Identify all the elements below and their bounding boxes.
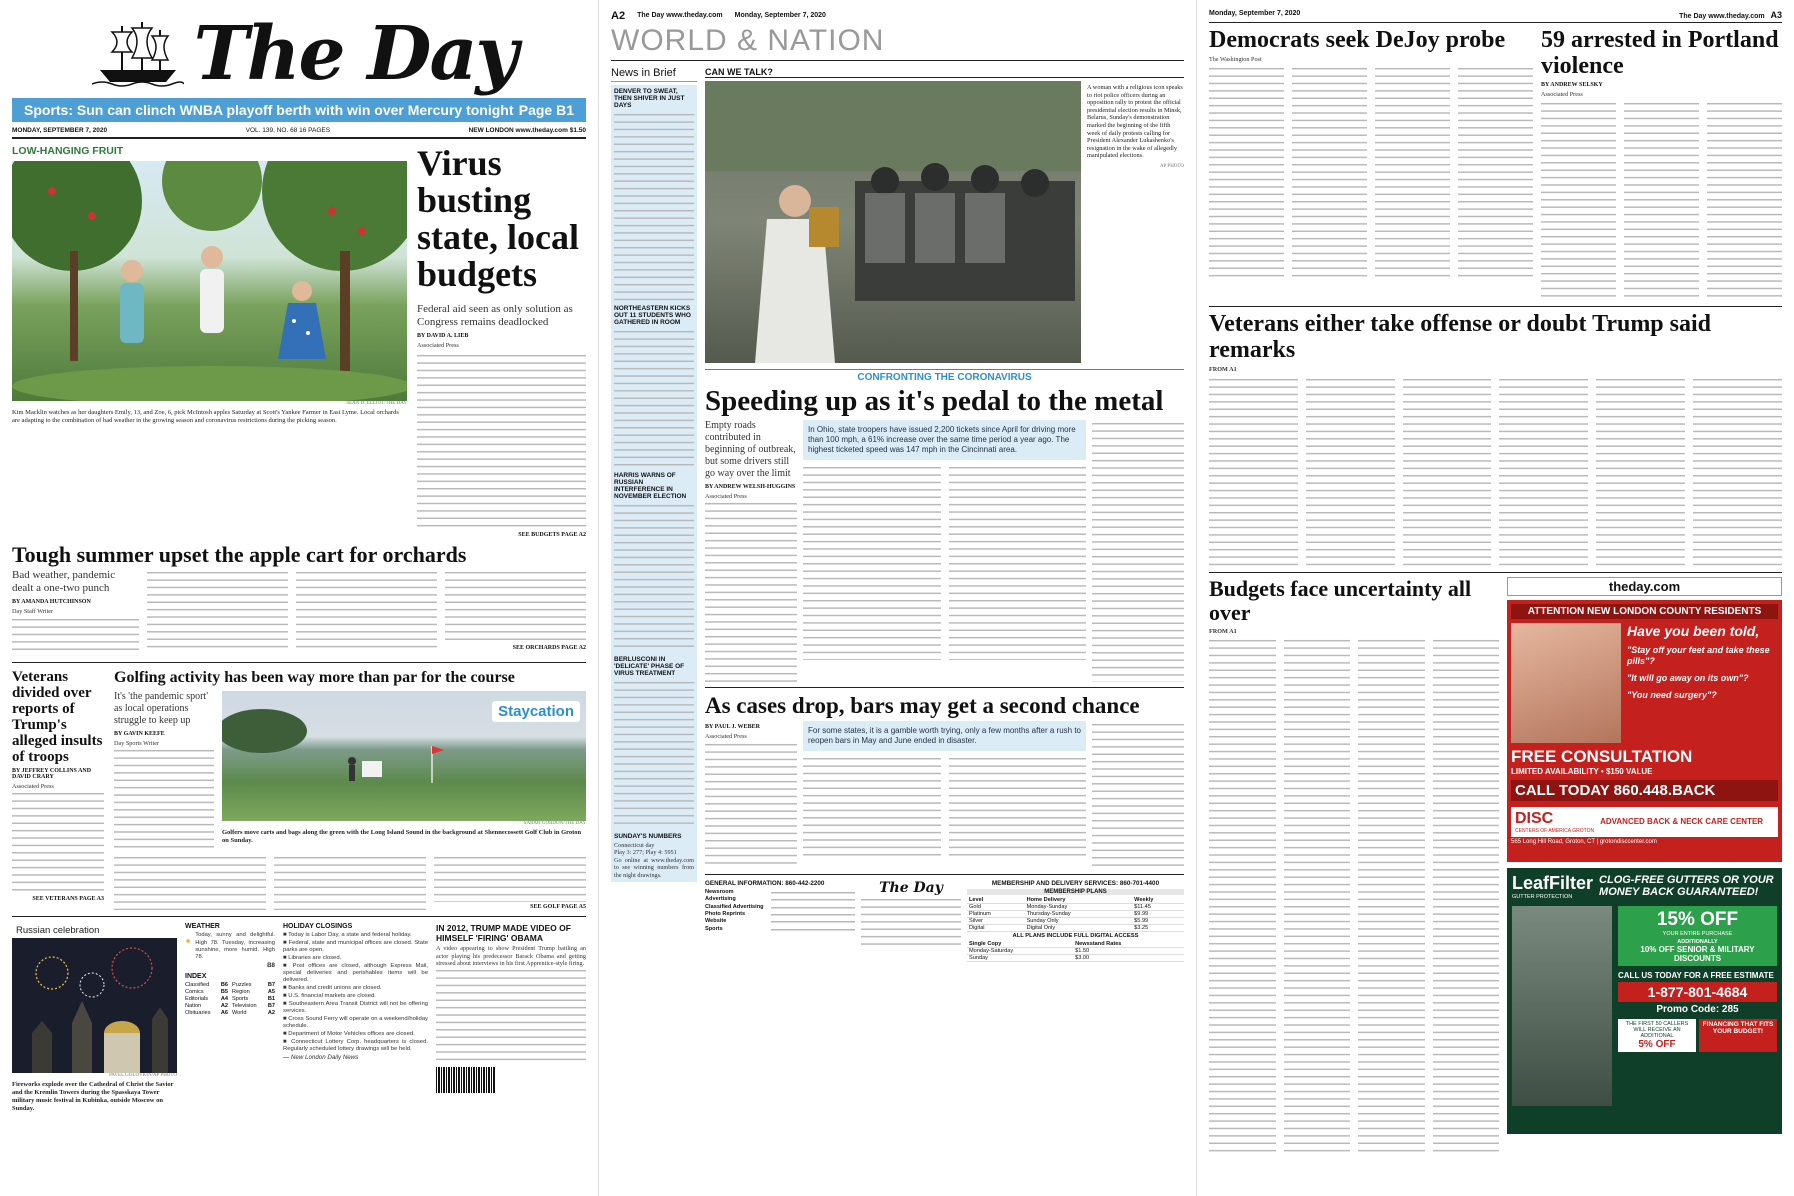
portland-body-col2 xyxy=(1624,100,1699,300)
table-row xyxy=(967,910,1184,917)
brief-harris-body xyxy=(614,502,694,652)
table-cell: Gold xyxy=(967,903,1025,910)
budgets-a3-col3 xyxy=(1358,637,1425,1157)
golf-agency: Day Sports Writer xyxy=(114,739,160,747)
masthead-title: The Day xyxy=(193,11,517,97)
ad2-offer1: 15% OFF xyxy=(1656,908,1739,930)
page2-masthead: The Day www.theday.com xyxy=(637,12,723,19)
brief-numbers-head[interactable]: SUNDAY'S NUMBERS xyxy=(614,833,682,840)
bars-body-col4 xyxy=(1092,721,1184,868)
info-row xyxy=(705,926,855,933)
index-item-name: Comics xyxy=(185,989,204,996)
page2-label: A2 xyxy=(611,10,626,22)
dejoy-body-col4 xyxy=(1458,65,1533,281)
speed-body-col4 xyxy=(1092,420,1184,682)
holiday-item: ■ Libraries are closed. xyxy=(283,955,342,962)
portland-body-col3 xyxy=(1707,100,1782,300)
dejoy-agency: The Washington Post xyxy=(1209,56,1262,63)
brief-denver-head[interactable]: DENVER TO SWEAT, THEN SHIVER IN JUST DAYS xyxy=(614,88,685,109)
page2-header xyxy=(611,10,1184,22)
russian-photo xyxy=(12,923,177,1073)
skybox[interactable] xyxy=(12,98,586,122)
portland-body-col1 xyxy=(1541,100,1616,300)
index-item[interactable] xyxy=(232,996,275,1003)
info-row-label: Newsroom xyxy=(705,888,734,895)
ad2-headline: CLOG-FREE GUTTERS OR YOUR MONEY BACK GUARANTEED! xyxy=(1599,874,1774,899)
table-cell: $3.00 xyxy=(1073,954,1184,961)
ad1-brand: DISC xyxy=(1515,809,1554,827)
holiday-list xyxy=(283,932,428,1053)
mini-masthead: The Day xyxy=(879,879,943,896)
general-info-rows xyxy=(705,889,855,933)
ship-logo-icon xyxy=(92,20,184,88)
weather-text: Today, sunny and delightful. High 78. Tuesday, increasing sunshine, more humid. High 78. xyxy=(195,932,275,961)
budgets-agency: Associated Press xyxy=(417,342,459,349)
leaffilter-ad[interactable] xyxy=(1507,868,1782,1134)
index-item-name: World xyxy=(232,1010,247,1017)
budgets-a3-headline[interactable]: Budgets face uncertainty all over xyxy=(1209,575,1472,625)
index-item-page: B7 xyxy=(267,982,275,989)
info-row-value xyxy=(771,926,855,932)
site-label[interactable]: theday.com xyxy=(1507,577,1782,596)
golf-headline[interactable]: Golfing activity has been way more than par for the course xyxy=(114,668,515,686)
index-item[interactable] xyxy=(185,996,228,1003)
ad2-call-label: CALL US TODAY FOR A FREE ESTIMATE xyxy=(1618,970,1774,980)
budgets-byline: BY DAVID A. LIEB xyxy=(417,333,469,339)
orchard-deck: Bad weather, pandemic dealt a one-two punch xyxy=(12,569,116,595)
table-row xyxy=(967,954,1184,961)
golf-photo xyxy=(222,691,586,821)
info-row xyxy=(705,889,855,896)
info-row-value xyxy=(771,911,855,917)
single-table xyxy=(967,941,1184,962)
index-item[interactable] xyxy=(185,989,228,996)
minsk-caption: A woman with a religious icon speaks to riot police officers during an opposition rally to protest the official presidential election results in Minsk, Belarus, Sunday's demonstration marked the beginning of the fifth week of daily protests calling for President Alexander Lukashenko's resignation in the wake of allegedly manipulated elections. xyxy=(1087,84,1183,160)
page3-date: Monday, September 7, 2020 xyxy=(1209,10,1301,17)
ad2-financing: FINANCING THAT FITS YOUR BUDGET! xyxy=(1699,1019,1777,1052)
budgets-deck: Federal aid seen as only solution as Congress remains deadlocked xyxy=(417,303,573,328)
golf-jump[interactable]: SEE GOLF PAGE A5 xyxy=(530,904,586,911)
ad2-sub: GUTTER PROTECTION xyxy=(1512,893,1573,900)
ad2-phone[interactable]: 1-877-801-4684 xyxy=(1618,982,1777,1002)
info-row-value xyxy=(771,904,855,910)
budgets-a3-from: FROM A1 xyxy=(1209,627,1237,635)
ad1-question: Have you been told, xyxy=(1627,622,1760,639)
index-item[interactable] xyxy=(185,982,228,989)
table-cell: Monday-Sunday xyxy=(1025,903,1133,910)
bars-headline[interactable]: As cases drop, bars may get a second chance xyxy=(705,693,1140,719)
index-item[interactable] xyxy=(232,982,275,989)
vets-body xyxy=(12,790,104,894)
ad2-offer2: 10% OFF SENIOR & MILITARY DISCOUNTS xyxy=(1640,944,1755,963)
table-cell: Single Copy xyxy=(967,941,1073,948)
masthead xyxy=(12,10,586,98)
brief-numbers-body: Connecticut day Play 3: 277; Play 4: 5951 Go online at www.theday.com to see winning numbers from the night drawings. xyxy=(614,842,694,879)
holiday-item: ■ Post offices are closed, although Express Mail, special deliveries and perishables items will be delivered. xyxy=(283,963,428,984)
plans-title: MEMBERSHIP PLANS xyxy=(967,889,1184,895)
dejoy-body-col3 xyxy=(1375,65,1450,281)
weather-page: B8 xyxy=(267,961,275,969)
index-item-name: Sports xyxy=(232,996,249,1003)
portland-byline: BY ANDREW SELSKY xyxy=(1541,82,1603,88)
budgets-body xyxy=(417,352,586,530)
budgets-a3-col4 xyxy=(1433,637,1500,1157)
table-cell: Digital xyxy=(967,924,1025,931)
page3-header xyxy=(1209,10,1782,20)
bars-body-col2 xyxy=(803,755,941,859)
table-cell: $3.25 xyxy=(1132,924,1184,931)
golf-body-col3 xyxy=(274,854,426,910)
orchard-body-col2 xyxy=(147,569,288,651)
ad1-quote: "You need surgery"? xyxy=(1627,689,1717,700)
vets-a3-col1 xyxy=(1209,376,1298,566)
ad1-call: CALL TODAY 860.448.BACK xyxy=(1511,780,1778,801)
plans-table xyxy=(967,897,1184,932)
barcode xyxy=(436,1067,496,1093)
front-page xyxy=(0,0,598,1196)
trump-video-headline[interactable]: IN 2012, TRUMP MADE VIDEO OF HIMSELF 'FIRING' OBAMA xyxy=(436,923,571,944)
index-item[interactable] xyxy=(232,1010,275,1017)
coronavirus-section-label: CONFRONTING THE CORONAVIRUS xyxy=(705,369,1184,383)
brief-berlusconi-body xyxy=(614,679,694,829)
russian-photo-caption: Fireworks explode over the Cathedral of Christ the Savior and the Kremlin Towers during the Spasskaya Tower military music festival in Kubinka, outside Moscow on Sunday. xyxy=(12,1081,174,1113)
holiday-item: ■ Department of Motor Vehicles offices are closed. xyxy=(283,1031,415,1038)
disc-center-ad[interactable] xyxy=(1507,600,1782,862)
ad2-first50: THE FIRST 50 CALLERS WILL RECEIVE AN ADDITIONAL xyxy=(1625,1020,1689,1039)
index-list xyxy=(185,982,275,1017)
photo-kicker: CAN WE TALK? xyxy=(705,67,1184,78)
speed-body-col2 xyxy=(803,464,941,660)
info-row-label: Advertising xyxy=(705,896,736,903)
staycation-label: Staycation xyxy=(498,702,574,720)
orchard-body-col4 xyxy=(445,569,586,643)
ad2-promo: Promo Code: 285 xyxy=(1656,1003,1739,1015)
info-row-label: Classified Advertising xyxy=(705,903,764,910)
ad1-free: FREE CONSULTATION xyxy=(1511,746,1693,766)
bars-pullquote: For some states, it is a gamble worth trying, only a few months after a rush to reopen bars in May and June ended in disaster. xyxy=(803,721,1086,751)
table-cell: Newsstand Rates xyxy=(1073,941,1184,948)
index-item-page: B5 xyxy=(220,989,228,996)
budgets-a3-col1 xyxy=(1209,637,1276,1157)
table-cell: Thursday-Sunday xyxy=(1025,910,1133,917)
sun-icon xyxy=(185,932,191,950)
table-cell: Weekly xyxy=(1132,897,1184,904)
holiday-item: ■ Connecticut Lottery Corp. headquarters is closed. Regularly scheduled lottery drawings will be held. xyxy=(283,1039,428,1053)
bars-byline: BY PAUL J. WEBER xyxy=(705,724,760,731)
orchard-agency: Day Staff Writer xyxy=(12,608,54,616)
speed-headline[interactable]: Speeding up as it's pedal to the metal xyxy=(705,385,1164,417)
orchard-jump[interactable]: SEE ORCHARDS PAGE A2 xyxy=(512,645,587,652)
ad1-brand-sub: CENTERS OF AMERICA GROTON xyxy=(1515,827,1595,834)
index-item-page: A6 xyxy=(220,1010,228,1017)
vets-jump[interactable]: SEE VETERANS PAGE A3 xyxy=(32,896,104,903)
index-item-page: A2 xyxy=(267,1010,275,1017)
holiday-item: ■ Cross Sound Ferry will operate on a weekend/holiday schedule. xyxy=(283,1016,428,1030)
table-cell: $11.45 xyxy=(1132,903,1184,910)
table-row xyxy=(967,924,1184,931)
index-item-name: Nation xyxy=(185,1003,202,1010)
speed-agency: Associated Press xyxy=(705,493,747,500)
table-cell: Sunday xyxy=(967,954,1073,961)
ad2-photo xyxy=(1512,906,1612,1106)
vets-headline[interactable]: Veterans divided over reports of Trump's alleged insults of troops xyxy=(12,668,103,765)
single-title: ALL PLANS INCLUDE FULL DIGITAL ACCESS xyxy=(1012,932,1139,939)
table-cell: Digital Only xyxy=(1025,924,1133,931)
page2-date: Monday, September 7, 2020 xyxy=(734,12,826,19)
vets-a3-from: FROM A1 xyxy=(1209,366,1237,374)
brief-northeastern-head[interactable]: NORTHEASTERN KICKS OUT 11 STUDENTS WHO GATHERED IN ROOM xyxy=(614,305,691,326)
index-item-name: Obituaries xyxy=(185,1010,211,1017)
page3-masthead: The Day www.theday.com xyxy=(1679,13,1765,20)
ad1-center: ADVANCED BACK & NECK CARE CENTER xyxy=(1600,817,1764,827)
ad2-brand: LeafFilter xyxy=(1512,872,1594,893)
holiday-source: — New London Daily News xyxy=(283,1054,359,1062)
holiday-label: HOLIDAY CLOSINGS xyxy=(283,923,353,931)
ad1-quote: "Stay off your feet and take these pills"? xyxy=(1627,644,1770,666)
ad1-photo xyxy=(1511,623,1621,743)
dateline xyxy=(12,122,586,139)
golf-byline: BY GAVIN KEEFE xyxy=(114,730,165,737)
golf-body-col4 xyxy=(434,854,586,902)
trump-video-text: A video appearing to show President Trump battling an actor playing his predecessor Barack Obama and getting stressed about interviews in his first Apprentice-style firing. xyxy=(436,945,586,968)
vets-a3-col4 xyxy=(1499,376,1588,566)
table-cell: Home Delivery xyxy=(1025,897,1133,904)
index-item-name: Region xyxy=(232,989,250,996)
general-info-title: GENERAL INFORMATION: 860-442-2200 xyxy=(705,879,825,887)
info-row xyxy=(705,918,855,925)
orchard-headline[interactable]: Tough summer upset the apple cart for orchards xyxy=(12,542,467,568)
table-cell: Level xyxy=(967,897,1025,904)
vets-a3-col6 xyxy=(1693,376,1782,566)
table-cell: Platinum xyxy=(967,910,1025,917)
news-in-brief-title: News in Brief xyxy=(611,67,697,82)
table-cell: Monday-Saturday xyxy=(967,947,1073,954)
speed-byline: BY ANDREW WELSH-HUGGINS xyxy=(705,484,796,490)
info-row-label: Sports xyxy=(705,925,723,932)
brief-denver-body xyxy=(614,111,694,301)
index-item-page: A5 xyxy=(267,989,275,996)
index-item-page: A2 xyxy=(220,1003,228,1010)
index-item[interactable] xyxy=(232,989,275,996)
golf-body-col1 xyxy=(114,747,214,851)
delivery-title: MEMBERSHIP AND DELIVERY SERVICES: 860-701-4400 xyxy=(991,879,1160,887)
skybox-page: Page B1 xyxy=(518,102,574,118)
ad1-banner: ATTENTION NEW LONDON COUNTY RESIDENTS xyxy=(1511,604,1778,619)
orchard-photo xyxy=(12,161,407,401)
holiday-item: ■ Today is Labor Day, a state and federal holiday. xyxy=(283,932,412,939)
section-kicker: LOW-HANGING FRUIT xyxy=(12,145,124,157)
orchard-body-col1 xyxy=(12,616,139,656)
russian-label: Russian celebration xyxy=(12,923,177,938)
table-cell: $1.50 xyxy=(1073,947,1184,954)
brief-northeastern-body xyxy=(614,328,694,468)
page-a3 xyxy=(1196,0,1794,1196)
portland-agency: Associated Press xyxy=(1541,91,1583,98)
table-row xyxy=(967,917,1184,924)
table-row xyxy=(967,903,1184,910)
page3-label: A3 xyxy=(1770,10,1782,20)
info-row-value xyxy=(771,918,855,924)
index-item-name: Television xyxy=(232,1003,257,1010)
index-item-name: Editorials xyxy=(185,996,209,1003)
ad1-address: 565 Long Hill Road, Groton, CT | grotondisccenter.com xyxy=(1511,838,1657,845)
table-cell: Sunday Only xyxy=(1025,917,1133,924)
info-row xyxy=(705,904,855,911)
info-row xyxy=(705,896,855,903)
bars-body-col1 xyxy=(705,741,797,869)
issue-location: NEW LONDON www.theday.com $1.50 xyxy=(468,127,586,134)
holiday-item: ■ Federal, state and municipal offices are closed. State parks are open. xyxy=(283,940,428,954)
index-item-page: B6 xyxy=(220,982,228,989)
staycation-logo xyxy=(492,701,580,722)
index-item-page: B1 xyxy=(267,996,275,1003)
trump-video-body xyxy=(436,967,586,1063)
dejoy-body-col1 xyxy=(1209,65,1284,281)
info-row-label: Photo Reprints xyxy=(705,911,746,918)
ad2-offer3: 5% OFF xyxy=(1638,1038,1676,1050)
orchard-byline: BY AMANDA HUTCHINSON xyxy=(12,599,91,606)
ad1-quote: "It will go away on its own"? xyxy=(1627,672,1749,683)
ad2-additionally: ADDITIONALLY xyxy=(1677,938,1718,945)
speed-body-col1 xyxy=(705,500,797,682)
index-item-name: Puzzles xyxy=(232,982,252,989)
ad2-offer1-sub: YOUR ENTIRE PURCHASE xyxy=(1662,930,1733,937)
vets-a3-col2 xyxy=(1306,376,1395,566)
portland-headline[interactable]: 59 arrested in Portland violence xyxy=(1541,27,1779,79)
weather-label: WEATHER xyxy=(185,923,220,931)
minsk-credit: AP PHOTO xyxy=(1159,163,1184,169)
table-cell: $5.99 xyxy=(1132,917,1184,924)
index-item[interactable] xyxy=(232,1003,275,1010)
skybox-text: Sports: Sun can clinch WNBA playoff berth with win over Mercury tonight xyxy=(24,102,514,118)
mini-masthead-info xyxy=(861,896,961,948)
orchard-body-col3 xyxy=(296,569,437,651)
brief-harris-head[interactable]: HARRIS WARNS OF RUSSIAN INTERFERENCE IN NOVEMBER ELECTION xyxy=(614,472,687,500)
info-row-value xyxy=(771,896,855,902)
orchard-photo-credit: SEAN D. ELLIOT/THE DAY xyxy=(346,401,407,406)
info-row xyxy=(705,911,855,918)
speed-pullquote: In Ohio, state troopers have issued 2,200 tickets since April for driving more than 100 mph, a 61% increase over the same time period a year ago. The highest ticketed speed was 147 mph in the Cincinnati area. xyxy=(803,420,1086,460)
brief-berlusconi-head[interactable]: BERLUSCONI IN 'DELICATE' PHASE OF VIRUS TREATMENT xyxy=(614,656,685,677)
index-item[interactable] xyxy=(185,1003,228,1010)
index-item[interactable] xyxy=(185,1010,228,1017)
russian-photo-credit: PAVEL GOLOVKIN/AP PHOTO xyxy=(109,1073,177,1079)
holiday-item: ■ U.S. financial markets are closed. xyxy=(283,993,376,1000)
vets-agency: Associated Press xyxy=(12,782,54,790)
world-nation-page xyxy=(598,0,1196,1196)
minsk-photo xyxy=(705,81,1081,363)
holiday-item: ■ Banks and credit unions are closed. xyxy=(283,985,382,992)
vets-a3-col5 xyxy=(1596,376,1685,566)
golf-body-col2 xyxy=(114,854,266,910)
info-row-value xyxy=(771,889,855,895)
budgets-jump[interactable]: SEE BUDGETS PAGE A2 xyxy=(518,532,586,539)
issue-date: MONDAY, SEPTEMBER 7, 2020 xyxy=(12,127,108,134)
bars-body-col3 xyxy=(949,755,1087,859)
ad1-availability: LIMITED AVAILABILITY • $150 VALUE xyxy=(1511,766,1653,776)
vets-byline: BY JEFFREY COLLINS AND DAVID CRARY xyxy=(12,767,92,780)
table-row xyxy=(967,947,1184,954)
index-item-page: B7 xyxy=(267,1003,275,1010)
budgets-a3-col2 xyxy=(1284,637,1351,1157)
info-row-label: Website xyxy=(705,918,727,925)
orchard-photo-caption: Kim Macklin watches as her daughters Emily, 13, and Zoe, 6, pick McIntosh apples Saturday at Scott's Yankee Farmer in East Lyme. Local orchards are adapting to the combination of bad weather in the growing season and coronavirus restrictions during the picking season. xyxy=(12,409,399,424)
speed-body-col3 xyxy=(949,464,1087,660)
index-item-name: Classified xyxy=(185,982,210,989)
table-cell: $9.99 xyxy=(1132,910,1184,917)
index-label: INDEX xyxy=(185,973,207,981)
bars-agency: Associated Press xyxy=(705,733,747,741)
vets-a3-col3 xyxy=(1403,376,1492,566)
speed-deck: Empty roads contributed in beginning of outbreak, but some drivers still go way over the limit xyxy=(705,420,796,479)
golf-photo-caption: Golfers move carts and bags along the green with the Long Island Sound in the background at Shennecossett Golf Club in Groton on Sunday. xyxy=(222,828,582,844)
ad1-quotes xyxy=(1627,645,1778,701)
holiday-item: ■ Southeastern Area Transit District will not be offering services. xyxy=(283,1001,428,1015)
index-item-page: A4 xyxy=(220,996,228,1003)
dejoy-body-col2 xyxy=(1292,65,1367,281)
issue-volume: VOL. 139, NO. 68 16 PAGES xyxy=(245,127,331,134)
vets-a3-headline[interactable]: Veterans either take offense or doubt Trump said remarks xyxy=(1209,311,1712,364)
golf-photo-credit: SARAH GORDON/THE DAY xyxy=(523,820,586,826)
budgets-headline[interactable]: Virus busting state, local budgets xyxy=(417,143,579,294)
dejoy-headline[interactable]: Democrats seek DeJoy probe xyxy=(1209,27,1506,53)
table-cell: Silver xyxy=(967,917,1025,924)
golf-deck: It's 'the pandemic sport' as local operations struggle to keep up xyxy=(114,690,208,726)
section-title: WORLD & NATION xyxy=(611,24,1184,61)
